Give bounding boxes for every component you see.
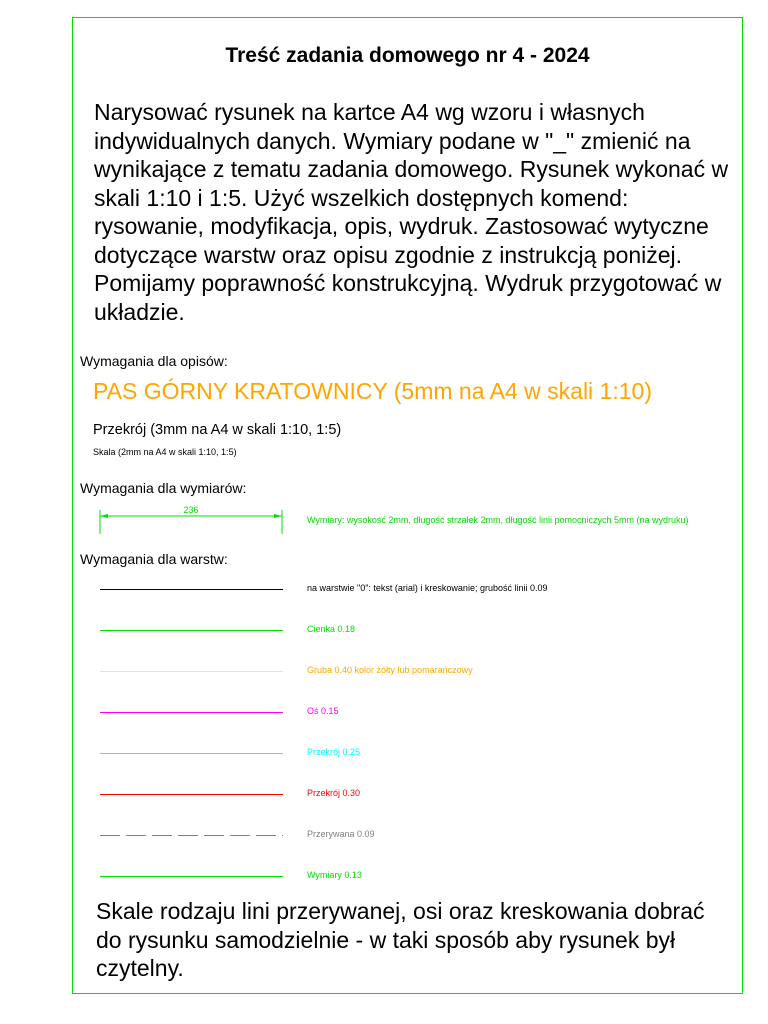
layer-line-sample — [100, 589, 283, 590]
page-title: Treść zadania domowego nr 4 - 2024 — [225, 44, 590, 67]
outro-paragraph: Skale rodzaju lini przerywanej, osi oraz kreskowania dobrać do rysunku samodzielnie - w taki sposób aby rysunek był czytelny. — [96, 898, 705, 981]
descriptions-heading: Wymagania dla opisów: — [80, 353, 228, 369]
dimension-value: 236 — [183, 505, 199, 515]
layer-line-sample — [100, 753, 283, 754]
layer-label: Wymiary 0.13 — [307, 870, 362, 880]
layer-line-sample — [100, 835, 283, 836]
layer-label: Przerywana 0.09 — [307, 829, 375, 839]
layer-line-sample — [100, 876, 283, 877]
layer-line-sample — [100, 630, 283, 631]
sample-text-medium: Przekrój (3mm na A4 w skali 1:10, 1:5) — [93, 422, 342, 438]
layer-line-sample — [100, 712, 283, 713]
dimensions-heading: Wymagania dla wymiarów: — [80, 480, 247, 496]
layer-line-sample — [100, 671, 283, 672]
layer-label: Gruba 0.40 kolor żółty lub pomarańczowy — [307, 665, 473, 675]
sample-text-small: Skala (2mm na A4 w skali 1:10, 1:5) — [93, 447, 237, 457]
sample-text-large: PAS GÓRNY KRATOWNICY (5mm na A4 w skali 1:10) — [93, 378, 652, 404]
layer-label: Cienka 0.18 — [307, 624, 356, 634]
layer-label: Przekrój 0.30 — [307, 788, 361, 798]
layer-label: Oś 0.15 — [307, 706, 339, 716]
layer-label: Przekrój 0.25 — [307, 747, 361, 757]
dimensions-note: Wymiary: wysokość 2mm, długość strzałek 2mm, długość linii pomocniczych 5mm (na wydruku) — [307, 515, 689, 525]
dimension-sample — [96, 504, 288, 536]
intro-paragraph: Narysować rysunek na kartce A4 wg wzoru i własnych indywidualnych danych. Wymiary podane w "_" zmienić na wynikające z tematu zadania domowego. Rysunek wykonać w skali 1:10 i 1:5. Użyć wszelkich dostępnych komend: rysowanie, modyfikacja, opis, wydruk. Zastosować wytyczne dotyczące warstw oraz opisu zgodnie z instrukcją poniżej. Pomijamy poprawność konstrukcyjną. Wydruk przygotować w układzie. — [94, 99, 729, 325]
layer-label: na warstwie "0": tekst (arial) i kreskowanie; grubość linii 0.09 — [307, 583, 548, 593]
layers-heading: Wymagania dla warstw: — [80, 551, 228, 567]
layer-line-sample — [100, 794, 283, 795]
